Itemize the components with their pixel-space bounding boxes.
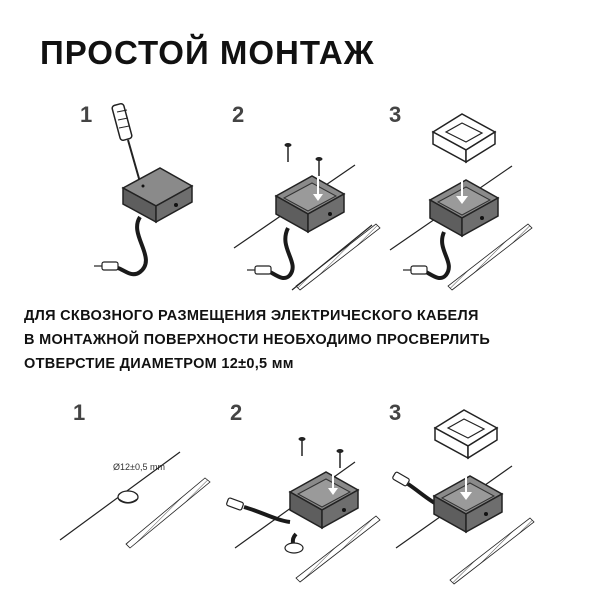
note-line-3: ОТВЕРСТИЕ ДИАМЕТРОМ 12±0,5 мм bbox=[24, 356, 294, 372]
row2-step2-illustration bbox=[226, 437, 380, 582]
note-line-1: ДЛЯ СКВОЗНОГО РАЗМЕЩЕНИЯ ЭЛЕКТРИЧЕСКОГО КАБЕЛЯ bbox=[24, 308, 479, 324]
junction-box-icon bbox=[290, 470, 358, 528]
drilled-hole-icon bbox=[285, 543, 303, 553]
row2-step-3-number: 3 bbox=[389, 400, 402, 425]
row1-step-1-number: 1 bbox=[80, 102, 93, 127]
junction-box-icon bbox=[123, 168, 192, 222]
cable-icon bbox=[226, 498, 296, 550]
cable-icon bbox=[94, 217, 146, 274]
cable-icon bbox=[403, 232, 449, 278]
row1-step3-illustration bbox=[390, 114, 532, 290]
row1-step1-illustration bbox=[94, 103, 192, 274]
screw-icon bbox=[299, 437, 344, 468]
hole-diameter-label: Ø12±0,5 mm bbox=[113, 462, 165, 472]
row1-step-3-number: 3 bbox=[389, 102, 402, 127]
cover-frame-icon bbox=[433, 114, 495, 162]
row2-step1-illustration bbox=[60, 452, 210, 548]
row2-step-1-number: 1 bbox=[73, 400, 86, 425]
drilled-hole-icon bbox=[118, 491, 138, 503]
junction-box-icon bbox=[434, 468, 502, 532]
cable-icon bbox=[392, 472, 440, 506]
note-line-2: В МОНТАЖНОЙ ПОВЕРХНОСТИ НЕОБХОДИМО ПРОСВЕРЛИТЬ bbox=[24, 332, 491, 348]
screwdriver-icon bbox=[112, 103, 140, 182]
cover-frame-icon bbox=[435, 410, 497, 458]
row2-step3-illustration bbox=[392, 410, 534, 584]
row1-step-2-number: 2 bbox=[232, 102, 245, 127]
row2-step-2-number: 2 bbox=[230, 400, 243, 425]
cable-icon bbox=[247, 228, 293, 278]
row1-step2-illustration bbox=[234, 143, 380, 293]
page-title: ПРОСТОЙ МОНТАЖ bbox=[40, 34, 375, 71]
screw-icon bbox=[285, 143, 323, 176]
junction-box-icon bbox=[430, 172, 498, 236]
